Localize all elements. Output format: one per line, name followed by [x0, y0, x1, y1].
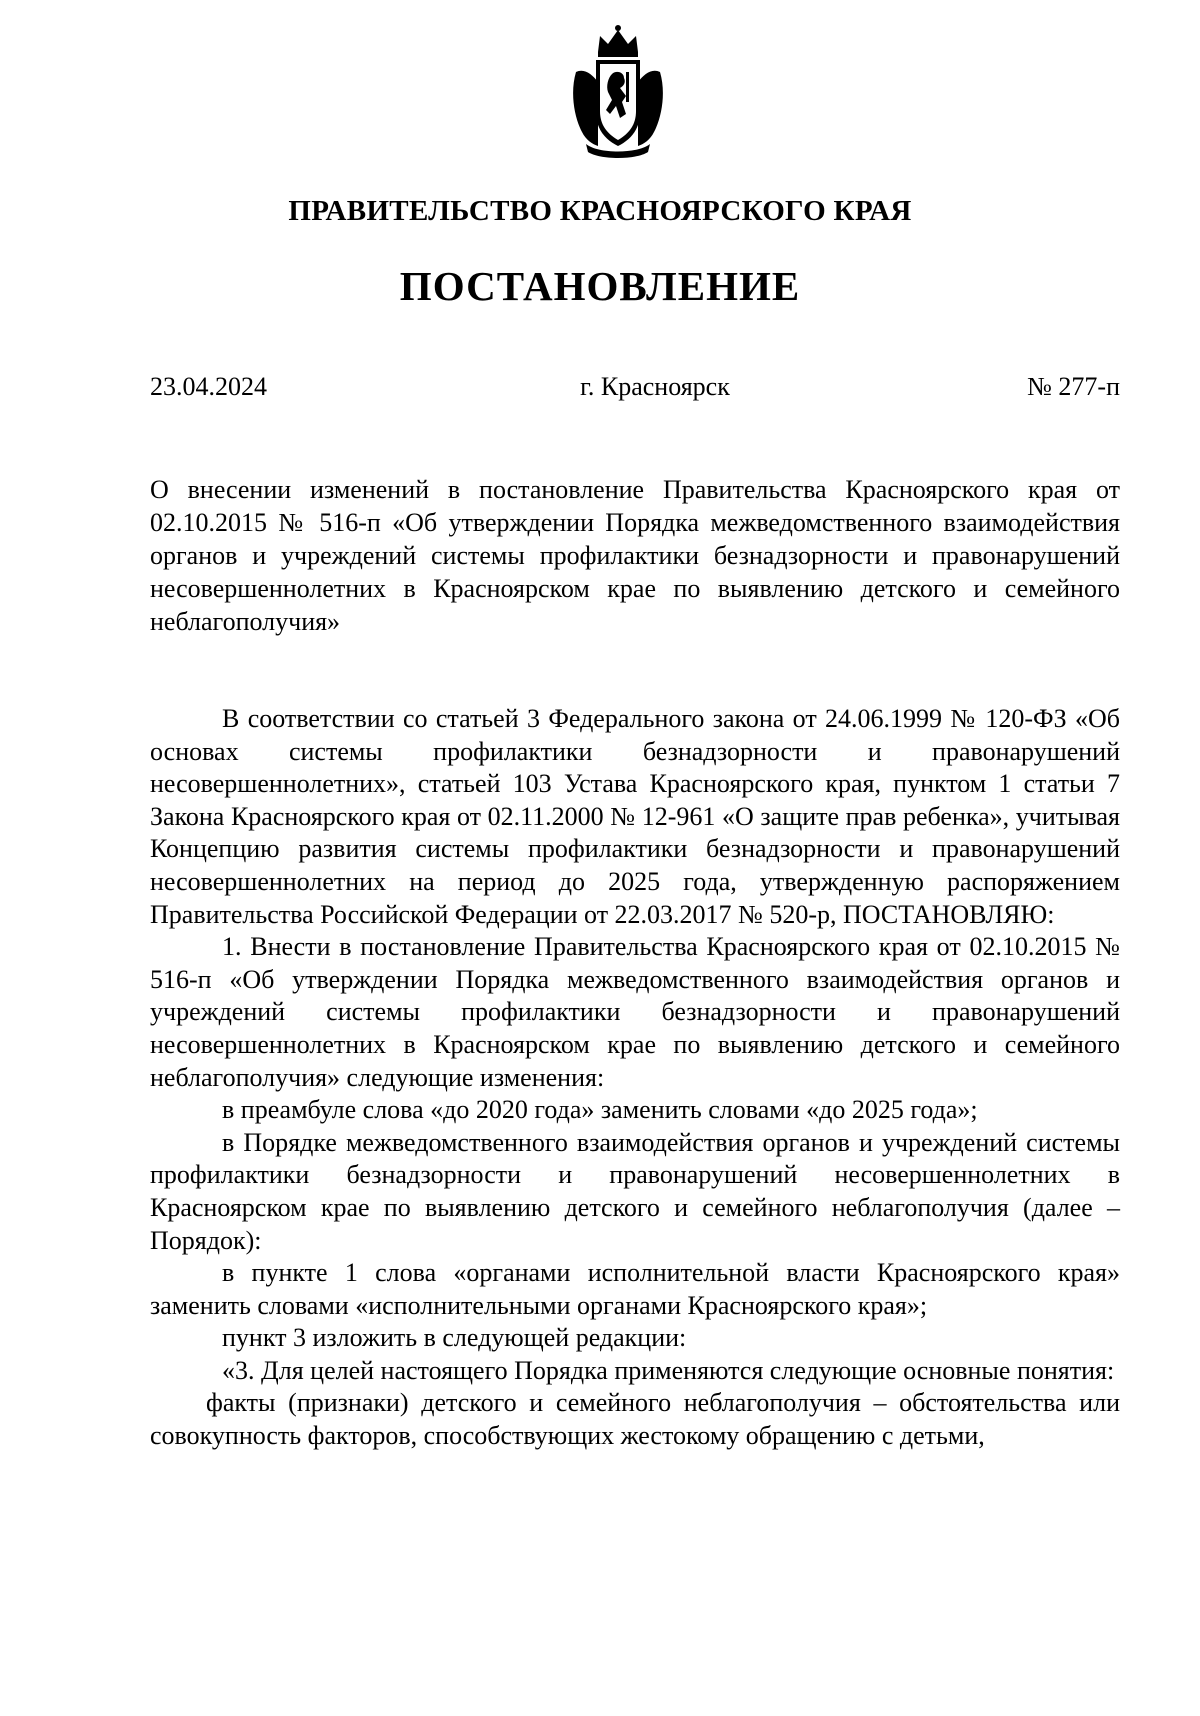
body-paragraph: пункт 3 изложить в следующей редакции:	[222, 1323, 687, 1353]
document-city: г. Красноярск	[580, 372, 730, 401]
document-subject: О внесении изменений в постановление Правительства Красноярского края от 02.10.2015 № 516-п «Об утверждении Порядка межведомственного взаимодействия органов и учреждений системы профилактики безнадзорности и правонарушений несовершеннолетних в Красноярском крае по выявлению детского и семейного неблагополучия»	[150, 475, 1120, 636]
body-paragraph: В соответствии со статьей 3 Федерального закона от 24.06.1999 № 120-ФЗ «Об основах системы профилактики безнадзорности и правонарушений несовершеннолетних», статьей 103 Устава Красноярского края, пунктом 1 статьи 7 Закона Красноярского края от 02.11.2000 № 12-961 «О защите прав ребенка», учитывая Концепцию развития системы профилактики безнадзорности и правонарушений несовершеннолетних на период до 2025 года, утвержденную распоряжением Правительства Российской Федерации от 22.03.2017 № 520-р, ПОСТАНОВЛЯЮ:	[150, 704, 1120, 929]
body-paragraph: в Порядке межведомственного взаимодействия органов и учреждений системы профилактики безнадзорности и правонарушений несовершеннолетних в Красноярском крае по выявлению детского и семейного неблагополучия (далее – Порядок):	[150, 1127, 1120, 1255]
government-name: ПРАВИТЕЛЬСТВО КРАСНОЯРСКОГО КРАЯ	[288, 195, 912, 227]
coat-of-arms-icon	[568, 22, 668, 162]
body-paragraph: в преамбуле слова «до 2020 года» заменить словами «до 2025 года»;	[222, 1095, 978, 1125]
body-paragraph: «3. Для целей настоящего Порядка применяются следующие основные понятия:	[222, 1355, 1115, 1385]
document-number: № 277-п	[1027, 372, 1120, 401]
body-paragraph: в пункте 1 слова «органами исполнительной власти Красноярского края» заменить словами «исполнительными органами Красноярского края»;	[150, 1258, 1120, 1320]
document-date: 23.04.2024	[150, 372, 267, 401]
document-body	[150, 703, 1120, 1453]
body-paragraph: факты (признаки) детского и семейного неблагополучия – обстоятельства или совокупность факторов, способствующих жестокому обращению с детьми,	[150, 1388, 1120, 1451]
body-paragraph: 1. Внести в постановление Правительства Красноярского края от 02.10.2015 № 516-п «Об утверждении Порядка межведомственного взаимодействия органов и учреждений системы профилактики безнадзорности и правонарушений несовершеннолетних в Красноярском крае по выявлению детского и семейного неблагополучия» следующие изменения:	[150, 932, 1120, 1092]
document-type-title: ПОСТАНОВЛЕНИЕ	[399, 263, 801, 309]
document-meta-row	[150, 372, 1120, 408]
